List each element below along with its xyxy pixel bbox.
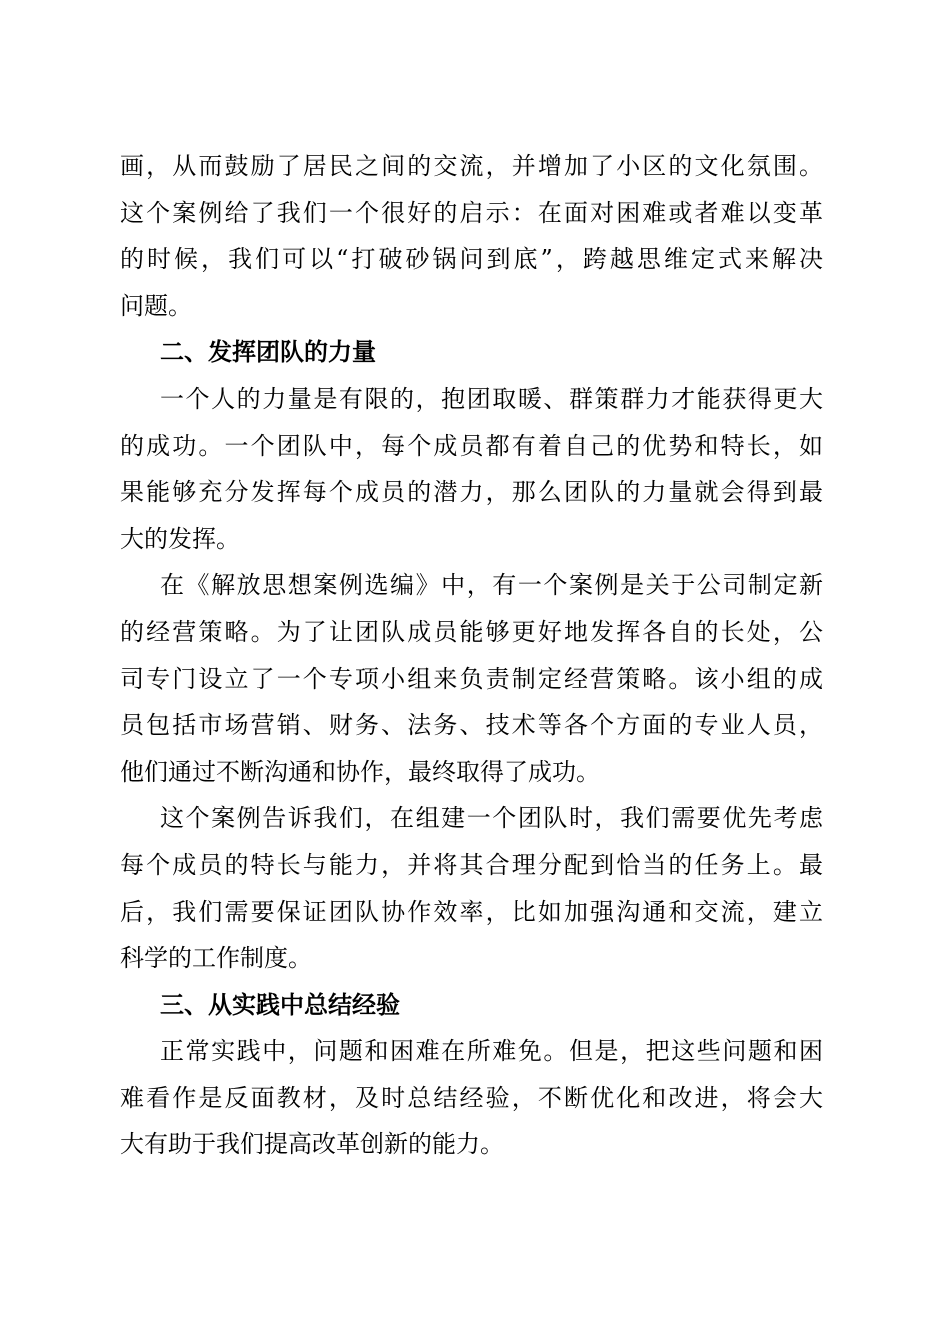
text-line: 大的发挥。 [120, 524, 240, 553]
text-line: 员包括市场营销、财务、法务、技术等各个方面的专业人员， [120, 711, 823, 740]
text-line: 每个成员的特长与能力，并将其合理分配到恰当的任务上。最 [120, 850, 823, 879]
text-line: 果能够充分发挥每个成员的潜力，那么团队的力量就会得到最 [120, 478, 823, 507]
text-line: 司专门设立了一个专项小组来负责制定经营策略。该小组的成 [120, 664, 823, 693]
text-line: 大有助于我们提高改革创新的能力。 [120, 1130, 504, 1159]
text-line: 的成功。一个团队中，每个成员都有着自己的优势和特长，如 [120, 431, 823, 460]
document-page [120, 143, 823, 1168]
text-line: 这个案例给了我们一个很好的启示：在面对困难或者难以变革 [120, 198, 823, 227]
text-line: 的时候，我们可以“打破砂锅问到底”，跨越思维定式来解决 [120, 245, 823, 274]
text-line: 这个案例告诉我们，在组建一个团队时，我们需要优先考虑 [160, 804, 823, 833]
text-line: 问题。 [120, 291, 192, 320]
text-line: 他们通过不断沟通和协作，最终取得了成功。 [120, 757, 600, 786]
section-heading: 二、发挥团队的力量 [160, 338, 376, 367]
text-line: 后，我们需要保证团队协作效率，比如加强沟通和交流，建立 [120, 897, 823, 926]
text-line: 在《解放思想案例选编》中，有一个案例是关于公司制定新 [160, 571, 823, 600]
text-line: 科学的工作制度。 [120, 944, 312, 973]
text-line: 难看作是反面教材，及时总结经验，不断优化和改进，将会大 [120, 1083, 823, 1112]
text-line: 的经营策略。为了让团队成员能够更好地发挥各自的长处，公 [120, 617, 823, 646]
section-heading: 三、从实践中总结经验 [160, 990, 400, 1019]
text-line: 正常实践中，问题和困难在所难免。但是，把这些问题和困 [160, 1037, 823, 1066]
text-line: 一个人的力量是有限的，抱团取暖、群策群力才能获得更大 [160, 384, 823, 413]
text-line: 画，从而鼓励了居民之间的交流，并增加了小区的文化氛围。 [120, 152, 823, 180]
